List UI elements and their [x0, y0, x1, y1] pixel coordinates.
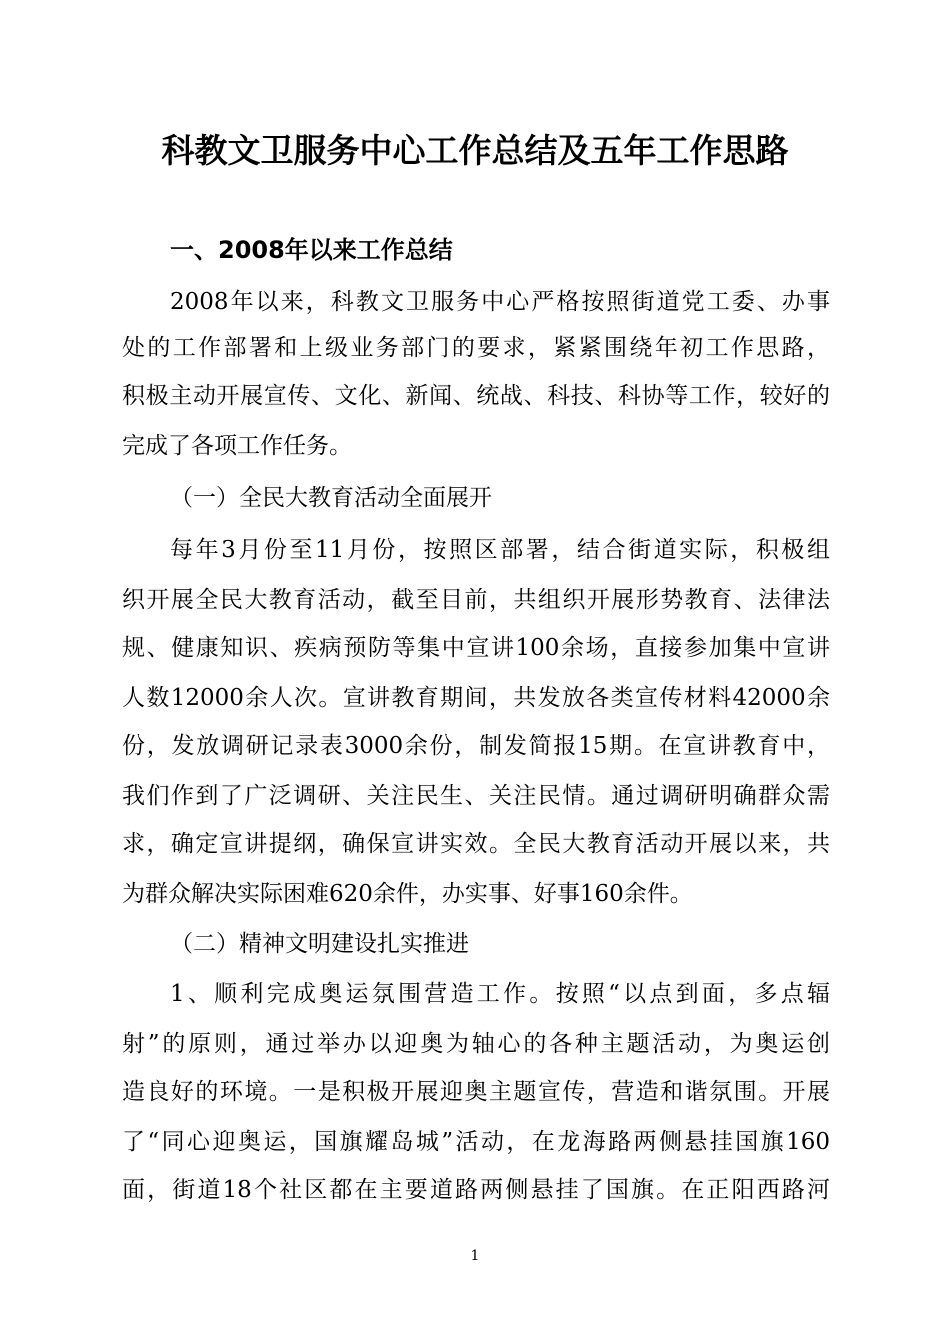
paragraph-line: 份，发放调研记录表3000余份，制发简报15期。在宣讲教育中， [122, 733, 830, 759]
paragraph-line: 人数12000余人次。宣讲教育期间，共发放各类宣传材料42000余 [122, 685, 830, 711]
paragraph-line: 我们作到了广泛调研、关注民生、关注民情。通过调研明确群众需 [122, 783, 830, 809]
paragraph-line: 1、顺利完成奥运氛围营造工作。按照“以点到面，多点辐 [170, 981, 830, 1007]
paragraph-line: 规、健康知识、疾病预防等集中宣讲100余场，直接参加集中宣讲 [122, 635, 830, 661]
paragraph-line: 面，街道18个社区都在主要道路两侧悬挂了国旗。在正阳西路河 [122, 1177, 830, 1203]
paragraph-line: 积极主动开展宣传、文化、新闻、统战、科技、科协等工作，较好的 [122, 383, 830, 409]
subsection-heading: （二）精神文明建设扎实推进 [170, 931, 469, 957]
document-title: 科教文卫服务中心工作总结及五年工作思路 [161, 131, 789, 170]
paragraph-line: 每年3月份至11月份，按照区部署，结合街道实际，积极组 [170, 537, 830, 563]
paragraph-line: 了“同心迎奥运，国旗耀岛城”活动，在龙海路两侧悬挂国旗160 [122, 1129, 830, 1155]
paragraph-line: 2008年以来，科教文卫服务中心严格按照街道党工委、办事 [170, 289, 830, 315]
section-heading: 一、2008年以来工作总结 [170, 236, 453, 264]
paragraph-line: 射”的原则，通过举办以迎奥为轴心的各种主题活动，为奥运创 [122, 1031, 830, 1057]
paragraph-line: 求，确定宣讲提纲，确保宣讲实效。全民大教育活动开展以来，共 [122, 831, 830, 857]
paragraph-line: 处的工作部署和上级业务部门的要求，紧紧围绕年初工作思路， [122, 335, 830, 361]
paragraph-line: 织开展全民大教育活动，截至目前，共组织开展形势教育、法律法 [122, 587, 830, 613]
paragraph-line: 为群众解决实际困难620余件，办实事、好事160余件。 [122, 881, 693, 907]
paragraph-line: 造良好的环境。一是积极开展迎奥主题宣传，营造和谐氛围。开展 [122, 1079, 830, 1105]
paragraph-line: 完成了各项工作任务。 [122, 433, 352, 459]
subsection-heading: （一）全民大教育活动全面展开 [170, 485, 492, 511]
page-number: 1 [470, 1248, 480, 1264]
